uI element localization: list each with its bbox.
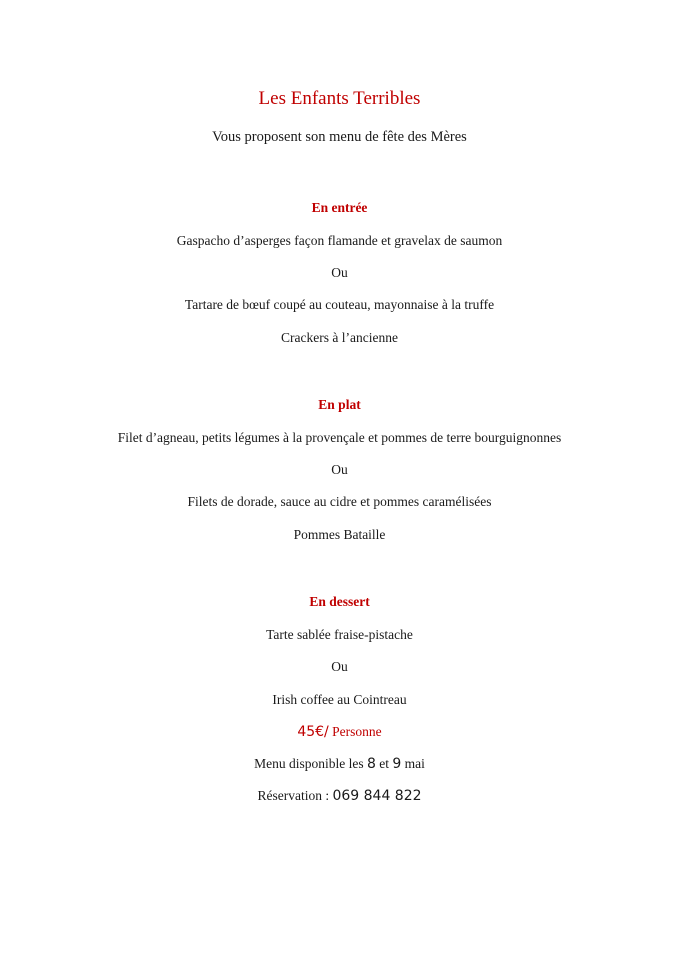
menu-item: Crackers à l’ancienne	[281, 330, 398, 345]
menu-item: Irish coffee au Cointreau	[272, 692, 407, 707]
availability-day2: 9	[392, 756, 402, 772]
availability-day1: 8	[366, 756, 376, 772]
section-heading-dessert: En dessert	[309, 594, 370, 609]
reservation-label: Réservation :	[257, 788, 333, 803]
price-amount: 45€/	[297, 724, 329, 740]
section-heading-main: En plat	[318, 397, 361, 412]
availability-line	[0, 757, 679, 771]
menu-item: Pommes Bataille	[293, 527, 386, 542]
price-line	[0, 725, 679, 739]
menu-item: Filets de dorade, sauce au cidre et pommes caramélisées	[187, 494, 492, 509]
menu-item-or: Ou	[331, 462, 348, 477]
menu-item-or: Ou	[331, 659, 348, 674]
reservation-line	[0, 789, 679, 803]
availability-suffix: mai	[401, 756, 425, 771]
availability-middle: et	[375, 756, 393, 771]
availability-prefix: Menu disponible les	[254, 756, 367, 771]
menu-item: Tartare de bœuf coupé au couteau, mayonnaise à la truffe	[184, 297, 495, 312]
restaurant-title: Les Enfants Terribles	[258, 88, 421, 109]
menu-item: Tarte sablée fraise-pistache	[266, 627, 413, 642]
menu-item: Filet d’agneau, petits légumes à la provençale et pommes de terre bourguignonnes	[117, 430, 562, 445]
menu-subtitle: Vous proposent son menu de fête des Mères	[212, 129, 467, 145]
price-unit: Personne	[328, 724, 382, 739]
section-heading-starter: En entrée	[311, 200, 368, 215]
reservation-phone: 069 844 822	[332, 788, 422, 804]
menu-item-or: Ou	[331, 265, 348, 280]
menu-item: Gaspacho d’asperges façon flamande et gravelax de saumon	[176, 233, 503, 248]
